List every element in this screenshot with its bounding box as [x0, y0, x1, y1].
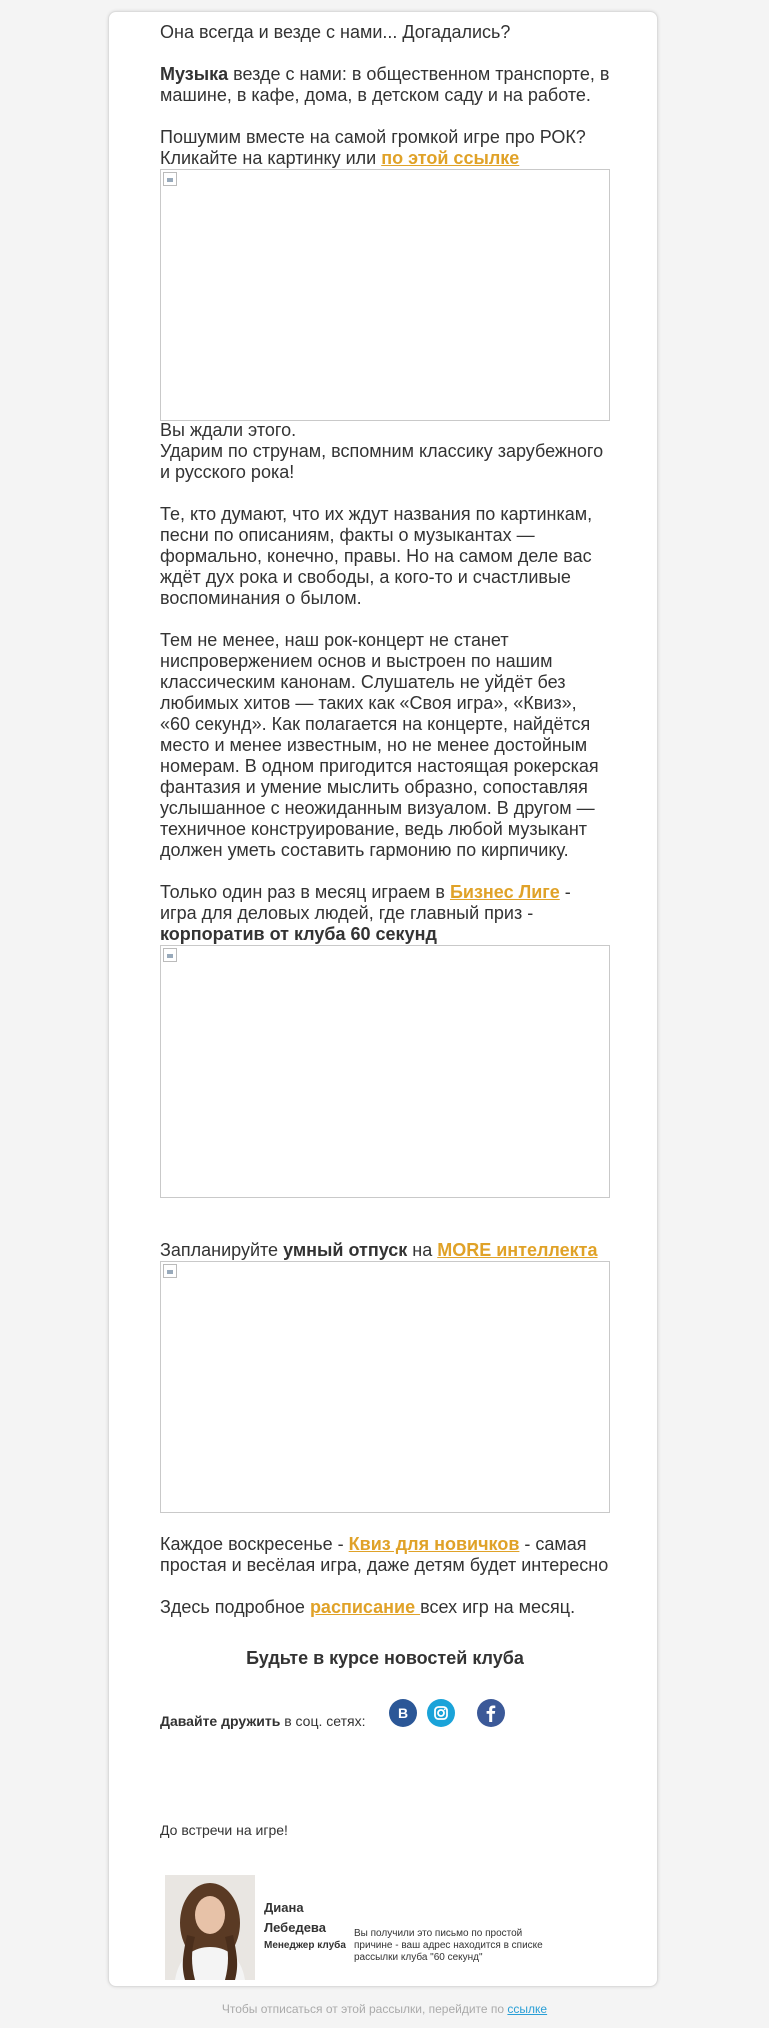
those-paragraph: Те, кто думают, что их ждут названия по картинкам, песни по описаниям, факты о музыкантах — формально, конечно, правы. Но на самом деле вас ждёт дух рока и свободы, а кого-то и счастливые воспоминания о былом.	[160, 504, 593, 608]
sunday-paragraph: Каждое воскресенье - Квиз для новичков - самая простая и весёлая игра, даже детям будет интересно	[160, 1534, 609, 1575]
rock-game-image[interactable]	[160, 169, 610, 421]
news-heading: Будьте в курсе новостей клуба	[246, 1648, 524, 1668]
newbie-quiz-link[interactable]: Квиз для новичков	[348, 1534, 520, 1554]
business-league-image[interactable]	[160, 945, 610, 1198]
rock-paragraph: Пошумим вместе на самой громкой игре про РОК? Кликайте на картинку или по этой ссылке	[160, 127, 586, 168]
schedule-paragraph: Здесь подробное расписание всех игр на месяц.	[160, 1597, 576, 1617]
unsubscribe-note: Чтобы отписаться от этой рассылки, перейдите по ссылке	[221, 2002, 548, 2016]
broken-image-icon	[163, 172, 177, 186]
manager-name: Диана Лебедева	[264, 1900, 326, 1935]
schedule-link[interactable]: расписание	[309, 1597, 421, 1617]
manager-role: Менеджер клуба	[264, 1940, 346, 1951]
more-intellect-image[interactable]	[160, 1261, 610, 1513]
however-paragraph: Тем не менее, наш рок-концерт не станет ниспровержением основ и выстроен по нашим классическим канонам. Слушатель не уйдёт без любимых хитов — таких как «Своя игра», «Квиз», «60 секунд». Как полагается на концерте, найдётся место и менее известным, но не менее достойным номерам. В одном пригодится настоящая рокерская фантазия и умение мыслить образно, сопоставляя услышанное с неожиданным визуалом. В другом — техничное конструирование, ведь любой музыкант должен уметь составить гармонию по кирпичику.	[160, 630, 599, 860]
instagram-icon[interactable]	[427, 1699, 455, 1727]
social-invite: Давайте дружить в соц. сетях:	[160, 1713, 366, 1729]
music-paragraph: Музыка везде с нами: в общественном транспорте, в машине, в кафе, дома, в детском саду и на работе.	[160, 64, 610, 105]
waited-paragraph: Вы ждали этого. Ударим по струнам, вспомним классику зарубежного и русского рока!	[160, 420, 604, 482]
intro-text: Она всегда и везде с нами... Догадались?	[160, 22, 511, 42]
broken-image-icon	[163, 948, 177, 962]
league-prize: корпоратив от клуба 60 секунд	[160, 924, 437, 944]
broken-image-icon	[163, 1264, 177, 1278]
subscription-reason: Вы получили это письмо по простой причине - ваш адрес находится в списке рассылки клуба "60 секунд"	[354, 1928, 543, 1963]
music-bold: Музыка	[160, 64, 229, 84]
rock-game-link[interactable]: по этой ссылке	[381, 148, 520, 168]
vk-icon[interactable]: В	[389, 1699, 417, 1727]
league-paragraph: Только один раз в месяц играем в Бизнес Лиге - игра для деловых людей, где главный приз - корпоратив от клуба 60 секунд	[160, 882, 571, 944]
plan-paragraph: Запланируйте умный отпуск на MORE интеллекта	[160, 1240, 598, 1260]
manager-avatar	[165, 1875, 255, 1980]
see-you-text: До встречи на игре!	[160, 1822, 288, 1838]
business-league-link[interactable]: Бизнес Лиге	[449, 882, 560, 902]
unsubscribe-link[interactable]: ссылке	[507, 2002, 548, 2016]
facebook-icon[interactable]	[477, 1699, 505, 1727]
more-intellect-link[interactable]: MORE интеллекта	[437, 1240, 598, 1260]
